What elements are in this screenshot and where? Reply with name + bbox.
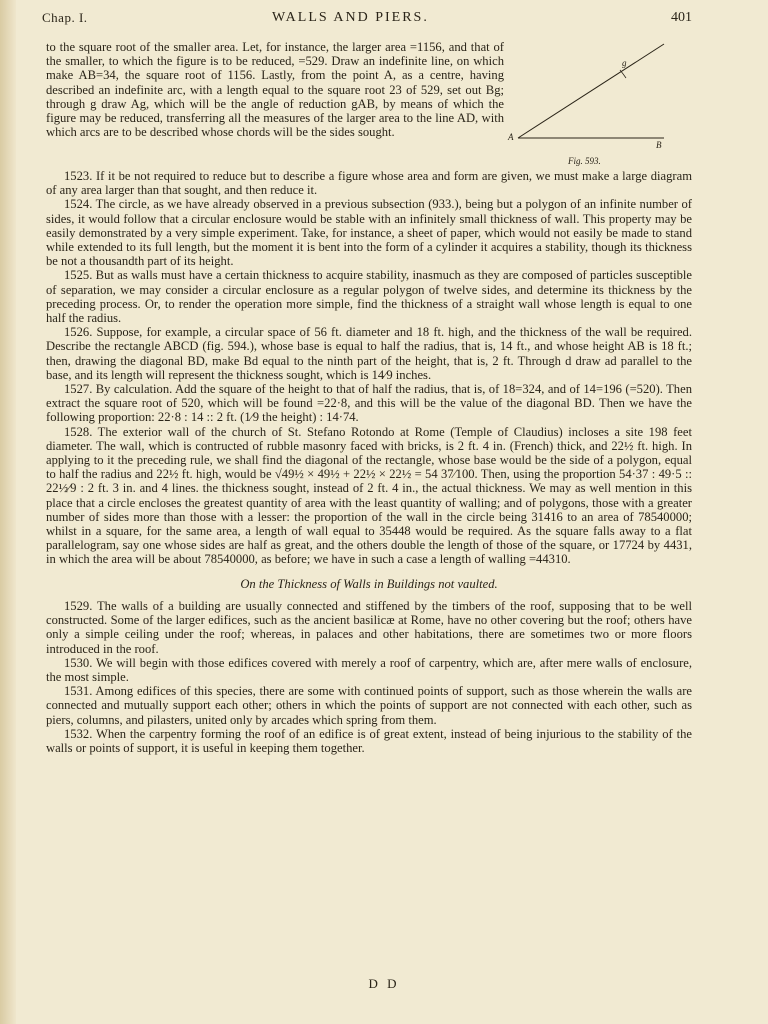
paragraph-1524: 1524. The circle, as we have already observed in a previous subsection (933.), being but a polygon of an infinite number of sides, it would follow that a circular enclosure would be stable with an infinitely small thickness of wall. This property may be easily demonstrated by a very simple experiment. Take, for instance, a sheet of paper, which would not easily be made to stand while extended to its full length, but the moment it is bent into the form of a cylinder it acquires a stability, though its thickness be not a thousandth part of its height. bbox=[46, 197, 692, 269]
paragraph-1528: 1528. The exterior wall of the church of St. Stefano Rotondo at Rome (Temple of Claudius) incloses a site 198 feet diameter. The wall, which is contructed of rubble masonry faced with bricks, is 2 ft. 4 in. (French) thick, and 22½ ft. high. In applying to it the preceding rule, we shall find the diagonal of the rectangle, whose base would be the side of a polygon, equal to half the radius and 22½ ft. high, would be √49½ × 49½ + 22½ × 22½ = 54 37⁄100. Then, using the proportion 54·37 : 49·5 :: 22½⁄9 : 2 ft. 3 in. and 4 lines. the thickness sought, instead of 2 ft. 4 in., the actual thickness. We may as well mention in this place that a circle encloses the greatest quantity of area with the least quantity of walling; and of polygons, those with a greater number of sides more than those with a lesser: the proportion of the wall in the circle being 31416 to an area of 78540000; whilst in a square, for the same area, a length of wall equal to 35448 would be required. As the square falls away to a flat parallelogram, say one whose sides are half as great, and the others double the length of those of the square, or 17724 by 4431, in which the area will be about 78540000, as before; we have in such a case a length of walling =44310. bbox=[46, 424, 692, 567]
page-binding-edge bbox=[0, 0, 16, 1024]
intro-paragraph: to the square root of the smaller area. Let, for instance, the larger area =1156, and that of the smaller, to which the figure is to be reduced, =529. Draw an indefinite line, on which make AB=34, the square root of 1156. Lastly, from the point A, as a centre, having described an indefinite arc, with a length equal to the square root 23 of 529, set out Bg; through g draw Ag, which will be the angle of reduction gAB, by means of which the figure may be reduced, transferring all the measures of the larger area to the line AD, with which arcs are to be described whose chords will be the sides sought. bbox=[46, 40, 504, 140]
section-heading: On the Thickness of Walls in Buildings not vaulted. bbox=[240, 576, 498, 591]
reduction-line-ag bbox=[518, 44, 664, 138]
label-b: B bbox=[656, 140, 662, 150]
paragraph-1525: 1525. But as walls must have a certain thickness to acquire stability, inasmuch as they are composed of particles susceptible of separation, we may consider a circular enclosure as a regular polygon of twelve sides, and determine its thickness by the preceding process. Or, to render the operation more simple, find the thickness of a straight wall whose length is equal to one half the radius. bbox=[46, 268, 692, 326]
running-title: WALLS AND PIERS. bbox=[272, 10, 429, 25]
paragraph-1529: 1529. The walls of a building are usually connected and stiffened by the timbers of the roof, supposing that to be well constructed. Some of the larger edifices, such as the ancient basilicæ at Rome, have no other covering but the roof; others have only a simple ceiling under the roof; whereas, in palaces and other habitations, there are sometimes two or more floors introduced in the roof. bbox=[46, 598, 692, 656]
paragraph-1527: 1527. By calculation. Add the square of the height to that of half the radius, that is, of 18=324, and of 14=196 (=520). Then extract the square root of 520, which will be found =22·8, and this will be the value of the diagonal BD. Then we have the following proportion: 22·8 : 14 :: 2 ft. (1⁄9 the height) : 14·74. bbox=[46, 382, 692, 425]
paragraph-1532: 1532. When the carpentry forming the roof of an edifice is of great extent, instead of being injurious to the stability of the walls or points of support, it is useful in keeping them together. bbox=[46, 726, 692, 755]
chapter-label: Chap. I. bbox=[42, 10, 88, 25]
angle-diagram bbox=[506, 40, 676, 170]
label-a: A bbox=[508, 132, 514, 142]
label-g: g bbox=[622, 58, 627, 68]
running-header bbox=[42, 10, 692, 30]
paragraph-1526: 1526. Suppose, for example, a circular space of 56 ft. diameter and 18 ft. high, and the thickness of the wall be required. Describe the rectangle ABCD (fig. 594.), whose base is equal to half the radius, that is, 14 ft., and whose height AB is 18 ft.; then, drawing the diagonal BD, make Bd equal to the ninth part of the height, that is, 2 ft. Through d draw ad parallel to the base, and its length will represent the thickness sought, which is 14⁄9 inches. bbox=[46, 325, 692, 382]
paragraph-1531: 1531. Among edifices of this species, there are some with continued points of support, such as those wherein the walls are connected and mutually support each other; others in which the points of support are not connected with each other, such as piers, columns, and pilasters, united only by arcades which spring from them. bbox=[46, 684, 692, 727]
signature-mark: D D bbox=[368, 976, 400, 991]
body-text bbox=[46, 169, 692, 755]
paragraph-1530: 1530. We will begin with those edifices covered with merely a roof of carpentry, which are, after mere walls of enclosure, the most simple. bbox=[46, 655, 692, 684]
figure-593 bbox=[506, 40, 676, 170]
page-number: 401 bbox=[671, 10, 692, 25]
figure-caption: Fig. 593. bbox=[568, 156, 601, 166]
arc-mark bbox=[620, 70, 626, 78]
paragraph-1523: 1523. If it be not required to reduce but to describe a figure whose area and form are given, we must make a large diagram of any area larger than that sought, and then reduce it. bbox=[46, 169, 692, 198]
